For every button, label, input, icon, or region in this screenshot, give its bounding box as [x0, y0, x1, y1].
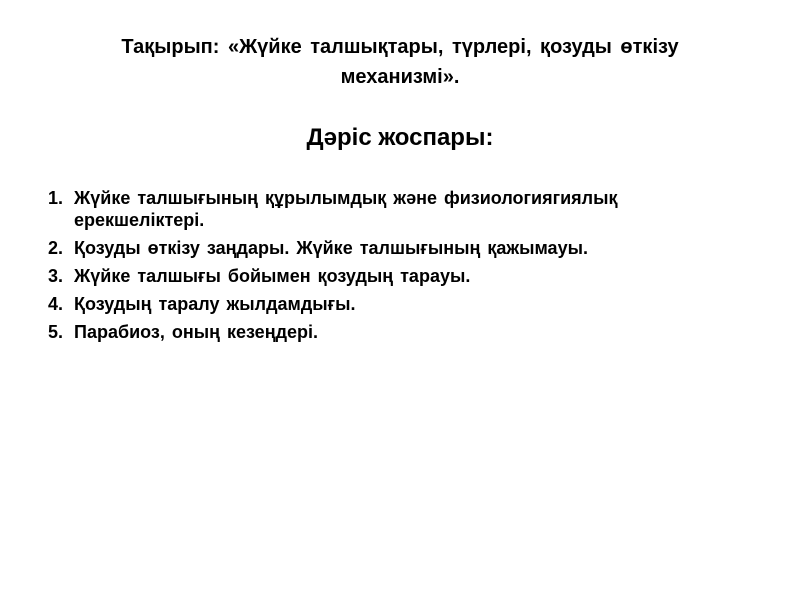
lecture-plan-heading: Дәріс жоспары: [306, 124, 494, 151]
list-item [48, 321, 748, 343]
list-item-text: Жүйке талшығының құрылымдық және физиологиягиялық ерекшеліктері. [74, 188, 618, 230]
list-item-number: 5. [48, 322, 64, 342]
list-item [48, 187, 748, 231]
list-item-number: 2. [48, 238, 64, 258]
list-item-number: 1. [48, 188, 64, 208]
slide-title: Тақырып: «Жүйке талшықтары, түрлері, қозуды өткізу механизмі». [121, 36, 679, 88]
list-item-text: Қозуды өткізу заңдары. Жүйке талшығының қажымауы. [74, 238, 588, 258]
list-item [48, 265, 748, 287]
list-item-text: Жүйке талшығы бойымен қозудың тарауы. [74, 266, 471, 286]
lecture-plan-list [48, 187, 748, 349]
list-item [48, 293, 748, 315]
list-item-number: 4. [48, 294, 64, 314]
list-item-text: Парабиоз, оның кезеңдері. [74, 322, 319, 342]
list-item [48, 237, 748, 259]
list-item-text: Қозудың таралу жылдамдығы. [74, 294, 356, 314]
list-item-number: 3. [48, 266, 64, 286]
